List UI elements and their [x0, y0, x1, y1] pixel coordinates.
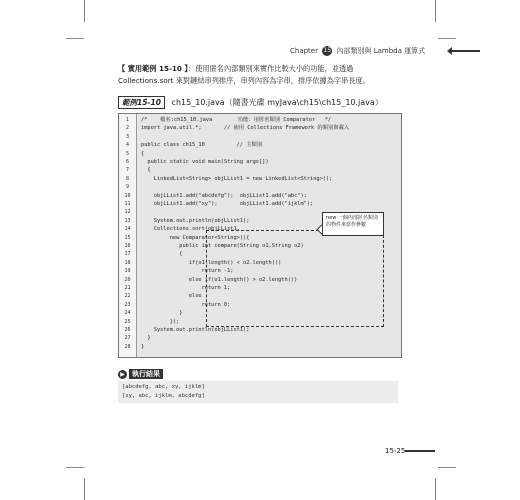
- code-line: LinkedList<String> objLList1 = new LinkedList<String>();: [141, 175, 333, 182]
- line-number: 11: [124, 201, 131, 207]
- code-line: return 1;: [141, 285, 231, 291]
- code-line: System.out.println(objLList1);: [141, 327, 250, 333]
- line-number: 6: [125, 159, 129, 165]
- output-line: [abcdefg, abc, xy, ijklm]: [122, 384, 205, 390]
- code-line: return -1;: [141, 268, 234, 275]
- code-line: else if(o1.length() > o2.length()): [141, 276, 298, 283]
- line-number: 2: [125, 125, 129, 132]
- line-number: 10: [124, 192, 131, 199]
- code-line: }: [141, 343, 145, 350]
- intro-paragraph: [118, 63, 408, 87]
- intro-text: ：使用匿名內部類別來實作比較大小的功能，並透過 Collections.sort 來對鏈結串列排序，串列內容為字串，排序依據為字串長度。: [118, 64, 370, 85]
- code-line: {: [141, 167, 151, 174]
- code-line: }: [141, 310, 183, 317]
- line-number: 14: [124, 226, 131, 233]
- line-number: 20: [124, 276, 131, 283]
- run-icon: ▶: [118, 370, 127, 379]
- line-number: 1: [125, 117, 129, 123]
- example-file: ch15_10.java（隨書光碟 myJava\ch15\ch15_10.java）: [171, 98, 383, 107]
- code-line: objLList1.add("xy"); objLList1.add("ijklm");: [141, 201, 314, 207]
- code-line: /* 檔名:ch15_10.java 功能：用匿名類別 Comparator */: [141, 117, 332, 123]
- exec-label: 執行結果: [129, 369, 163, 379]
- line-number: 19: [124, 268, 131, 275]
- code-line: }: [141, 335, 151, 342]
- line-number: 25: [124, 318, 131, 325]
- header-arrow-icon: [450, 50, 480, 52]
- code-line: import java.util.*; // 使用 Collections Framework 的類別與載入: [141, 125, 350, 132]
- output-box: [118, 381, 398, 403]
- crop-mark: [435, 478, 436, 500]
- crop-mark: [66, 467, 84, 468]
- line-number: 7: [125, 167, 129, 174]
- line-number: 23: [124, 301, 131, 308]
- code-line: objLList1.add("abcdefg"); objLList1.add("abc");: [141, 192, 307, 199]
- chapter-number-badge: 15: [323, 47, 332, 54]
- chapter-title: 內部類別與 Lambda 運算式: [336, 47, 426, 55]
- crop-mark: [84, 478, 85, 500]
- crop-mark: [435, 0, 436, 22]
- line-number: 17: [124, 251, 131, 258]
- line-number: 22: [124, 293, 131, 300]
- code-line: public int compare(String o1,String o2): [141, 243, 304, 249]
- line-number: 8: [125, 175, 129, 182]
- anonymous-class-box: [206, 230, 384, 327]
- intro-label: 【 實用範例 15-10 】: [118, 64, 189, 73]
- crop-mark: [84, 0, 85, 22]
- line-number: 4: [125, 142, 129, 149]
- line-number: 12: [124, 209, 131, 216]
- code-line: {: [141, 150, 145, 157]
- output-line: [xy, abc, ijklm, abcdefg]: [122, 393, 205, 399]
- example-heading: [118, 96, 408, 110]
- line-number: 21: [124, 285, 131, 291]
- running-header: [290, 45, 440, 57]
- code-line: {: [141, 251, 183, 258]
- line-number: 28: [124, 343, 131, 350]
- crop-mark: [438, 467, 456, 468]
- line-number: 24: [124, 310, 131, 317]
- code-line: return 0;: [141, 301, 231, 308]
- code-line: public static void main(String args[]): [141, 159, 269, 165]
- line-number: 5: [125, 150, 129, 157]
- example-tag: 範例15-10: [118, 96, 165, 109]
- code-line: System.out.println(objLList1);: [141, 217, 250, 224]
- crop-mark: [66, 38, 84, 39]
- code-line: });: [141, 318, 180, 325]
- code-line: if(o1.length() < o2.length()): [141, 259, 282, 266]
- crop-mark: [438, 38, 456, 39]
- callout-note: new 一個內部匿名類別的物件來當作參數: [322, 212, 384, 236]
- line-number: 13: [124, 217, 131, 224]
- code-line: new Comparator<String>(){: [141, 234, 250, 241]
- line-number: 9: [125, 184, 129, 191]
- line-number: 16: [124, 243, 131, 249]
- line-number: 27: [124, 335, 131, 342]
- line-number: 18: [124, 259, 131, 266]
- code-line: else: [141, 293, 202, 300]
- code-line: Collections.sort(objLList1,: [141, 226, 240, 233]
- page-number-bar: [405, 450, 435, 452]
- code-line: public class ch15_10 // 主類別: [141, 142, 263, 149]
- chapter-prefix: Chapter: [290, 47, 318, 55]
- page-number: 15-25: [385, 447, 406, 455]
- line-number: 15: [124, 234, 131, 241]
- line-number: 26: [124, 327, 131, 333]
- exec-heading: [118, 368, 163, 380]
- line-number: 3: [125, 133, 129, 140]
